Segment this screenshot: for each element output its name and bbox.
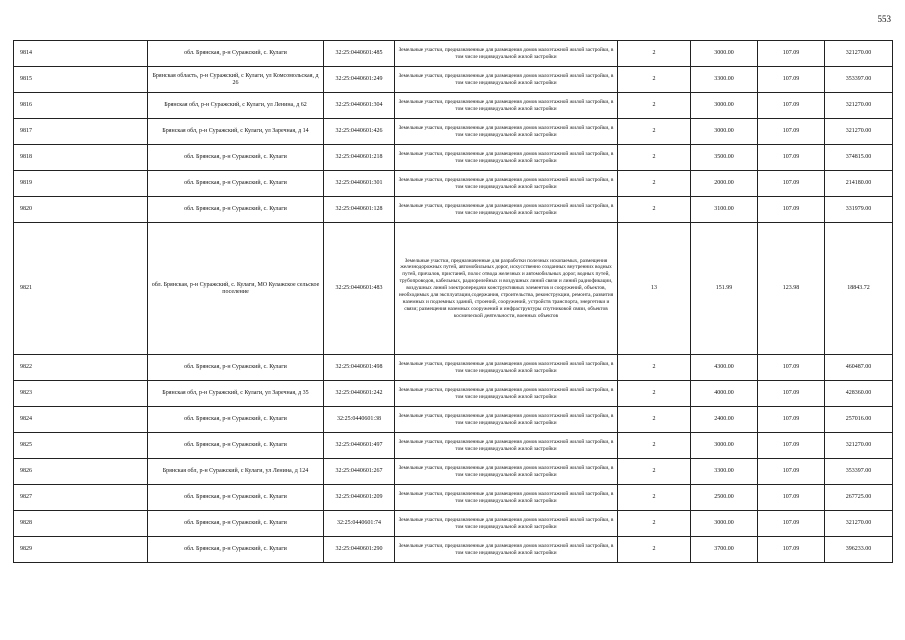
- group-code-cell: 2: [618, 407, 691, 433]
- specific-value-cell: 107.09: [758, 459, 825, 485]
- specific-value-cell: 107.09: [758, 355, 825, 381]
- specific-value-cell: 107.09: [758, 145, 825, 171]
- group-code-cell: 2: [618, 119, 691, 145]
- cadastral-registry-table: [13, 40, 893, 563]
- specific-value-cell: 107.09: [758, 171, 825, 197]
- table-row: [14, 511, 893, 537]
- address-cell: обл. Брянская, р-н Суражский, с. Кулаги: [148, 355, 324, 381]
- table-row: [14, 459, 893, 485]
- row-number-cell: 9817: [14, 119, 148, 145]
- address-cell: обл. Брянская, р-н Суражский, с. Кулаги: [148, 537, 324, 563]
- cadastral-value-cell: 257016.00: [825, 407, 893, 433]
- table-row: [14, 355, 893, 381]
- area-cell: 3000.00: [691, 41, 758, 67]
- specific-value-cell: 107.09: [758, 119, 825, 145]
- area-cell: 4000.00: [691, 381, 758, 407]
- area-cell: 3000.00: [691, 93, 758, 119]
- specific-value-cell: 107.09: [758, 433, 825, 459]
- row-number-cell: 9822: [14, 355, 148, 381]
- area-cell: 3300.00: [691, 67, 758, 93]
- row-number-cell: 9829: [14, 537, 148, 563]
- address-cell: обл. Брянская, р-н Суражский, с. Кулаги: [148, 41, 324, 67]
- address-cell: обл. Брянская, р-н Суражский, с. Кулаги, МО Кулажское сельское поселение: [148, 223, 324, 355]
- cadastral-number-cell: 32:25:0440601:38: [324, 407, 395, 433]
- row-number-cell: 9819: [14, 171, 148, 197]
- address-cell: Брянская обл, р-н Суражский, с Кулаги, ул Заречная, д 35: [148, 381, 324, 407]
- land-use-cell: Земельные участки, предназначенные для размещения домов малоэтажной жилой застройки, в том числе индивидуальной жилой застройки: [395, 459, 618, 485]
- specific-value-cell: 123.98: [758, 223, 825, 355]
- area-cell: 3000.00: [691, 511, 758, 537]
- cadastral-number-cell: 32:25:0440601:426: [324, 119, 395, 145]
- land-use-cell: Земельные участки, предназначенные для размещения домов малоэтажной жилой застройки, в том числе индивидуальной жилой застройки: [395, 171, 618, 197]
- area-cell: 151.99: [691, 223, 758, 355]
- table-row: [14, 407, 893, 433]
- table-row: [14, 145, 893, 171]
- specific-value-cell: 107.09: [758, 381, 825, 407]
- land-use-cell: Земельные участки, предназначенные для размещения домов малоэтажной жилой застройки, в том числе индивидуальной жилой застройки: [395, 433, 618, 459]
- row-number-cell: 9825: [14, 433, 148, 459]
- cadastral-number-cell: 32:25:0440601:74: [324, 511, 395, 537]
- specific-value-cell: 107.09: [758, 41, 825, 67]
- table-row: [14, 171, 893, 197]
- cadastral-number-cell: 32:25:0440601:290: [324, 537, 395, 563]
- cadastral-number-cell: 32:25:0440601:242: [324, 381, 395, 407]
- group-code-cell: 2: [618, 511, 691, 537]
- area-cell: 3500.00: [691, 145, 758, 171]
- land-use-cell: Земельные участки, предназначенные для размещения домов малоэтажной жилой застройки, в том числе индивидуальной жилой застройки: [395, 93, 618, 119]
- row-number-cell: 9821: [14, 223, 148, 355]
- row-number-cell: 9826: [14, 459, 148, 485]
- cadastral-value-cell: 460487.00: [825, 355, 893, 381]
- page-number: 553: [877, 14, 891, 24]
- cadastral-number-cell: 32:25:0440601:485: [324, 41, 395, 67]
- address-cell: обл. Брянская, р-н Суражский, с. Кулаги: [148, 407, 324, 433]
- area-cell: 4300.00: [691, 355, 758, 381]
- row-number-cell: 9818: [14, 145, 148, 171]
- group-code-cell: 2: [618, 355, 691, 381]
- cadastral-value-cell: 321270.00: [825, 433, 893, 459]
- specific-value-cell: 107.09: [758, 537, 825, 563]
- area-cell: 3700.00: [691, 537, 758, 563]
- row-number-cell: 9827: [14, 485, 148, 511]
- cadastral-number-cell: 32:25:0440601:301: [324, 171, 395, 197]
- land-use-cell: Земельные участки, предназначенные для размещения домов малоэтажной жилой застройки, в том числе индивидуальной жилой застройки: [395, 41, 618, 67]
- row-number-cell: 9814: [14, 41, 148, 67]
- group-code-cell: 2: [618, 459, 691, 485]
- address-cell: обл. Брянская, р-н Суражский, с. Кулаги: [148, 511, 324, 537]
- cadastral-value-cell: 18843.72: [825, 223, 893, 355]
- land-use-cell: Земельные участки, предназначенные для размещения домов малоэтажной жилой застройки, в том числе индивидуальной жилой застройки: [395, 355, 618, 381]
- land-use-cell: Земельные участки, предназначенные для размещения домов малоэтажной жилой застройки, в том числе индивидуальной жилой застройки: [395, 67, 618, 93]
- cadastral-value-cell: 396233.00: [825, 537, 893, 563]
- table-row: [14, 119, 893, 145]
- table-row: [14, 485, 893, 511]
- cadastral-value-cell: 321270.00: [825, 93, 893, 119]
- cadastral-value-cell: 353397.00: [825, 459, 893, 485]
- cadastral-number-cell: 32:25:0440601:498: [324, 355, 395, 381]
- cadastral-number-cell: 32:25:0440601:483: [324, 223, 395, 355]
- row-number-cell: 9815: [14, 67, 148, 93]
- specific-value-cell: 107.09: [758, 67, 825, 93]
- specific-value-cell: 107.09: [758, 407, 825, 433]
- land-use-cell: Земельные участки, предназначенные для размещения домов малоэтажной жилой застройки, в том числе индивидуальной жилой застройки: [395, 197, 618, 223]
- table-row: [14, 537, 893, 563]
- address-cell: Брянская область, р-н Суражский, с Кулаги, ул Комсомольская, д 26: [148, 67, 324, 93]
- land-use-cell: Земельные участки, предназначенные для размещения домов малоэтажной жилой застройки, в том числе индивидуальной жилой застройки: [395, 511, 618, 537]
- cadastral-value-cell: 428360.00: [825, 381, 893, 407]
- land-use-cell: Земельные участки, предназначенные для разработки полезных ископаемых, размещения железнодорожных путей, автомобильных дорог, искусственно созданных внутренних водных путей, причалов, пристаней, полос отвода железных и автомобильных дорог, водных путей, трубопроводов, кабельных, радиорелейных и воздушных линий связи и линий радиофикации, воздушных линий электропередачи конструктивных элементов и сооружений, объектов, необходимых для эксплуатации,содержания, строительства, реконструкции, ремонта, развития наземных и подземных зданий, строений, сооружений, устройств транспорта, энергетики и связи; размещения наземных сооружений и инфраструктуры спутниковой связи, объектов космической деятельности, военных объектов: [395, 223, 618, 355]
- table-row: [14, 433, 893, 459]
- table-row: [14, 223, 893, 355]
- group-code-cell: 2: [618, 433, 691, 459]
- address-cell: обл. Брянская, р-н Суражский, с. Кулаги: [148, 197, 324, 223]
- area-cell: 2000.00: [691, 171, 758, 197]
- cadastral-value-cell: 321270.00: [825, 511, 893, 537]
- cadastral-value-cell: 321270.00: [825, 119, 893, 145]
- row-number-cell: 9828: [14, 511, 148, 537]
- address-cell: обл. Брянская, р-н Суражский, с. Кулаги: [148, 145, 324, 171]
- table-row: [14, 41, 893, 67]
- address-cell: обл. Брянская, р-н Суражский, с. Кулаги: [148, 485, 324, 511]
- area-cell: 3000.00: [691, 119, 758, 145]
- cadastral-number-cell: 32:25:0440601:128: [324, 197, 395, 223]
- cadastral-value-cell: 353397.00: [825, 67, 893, 93]
- specific-value-cell: 107.09: [758, 511, 825, 537]
- specific-value-cell: 107.09: [758, 485, 825, 511]
- land-use-cell: Земельные участки, предназначенные для размещения домов малоэтажной жилой застройки, в том числе индивидуальной жилой застройки: [395, 407, 618, 433]
- table-row: [14, 93, 893, 119]
- address-cell: обл. Брянская, р-н Суражский, с. Кулаги: [148, 171, 324, 197]
- group-code-cell: 2: [618, 145, 691, 171]
- cadastral-number-cell: 32:25:0440601:218: [324, 145, 395, 171]
- group-code-cell: 2: [618, 197, 691, 223]
- area-cell: 3300.00: [691, 459, 758, 485]
- row-number-cell: 9820: [14, 197, 148, 223]
- group-code-cell: 2: [618, 537, 691, 563]
- land-use-cell: Земельные участки, предназначенные для размещения домов малоэтажной жилой застройки, в том числе индивидуальной жилой застройки: [395, 537, 618, 563]
- group-code-cell: 2: [618, 41, 691, 67]
- cadastral-number-cell: 32:25:0440601:209: [324, 485, 395, 511]
- land-use-cell: Земельные участки, предназначенные для размещения домов малоэтажной жилой застройки, в том числе индивидуальной жилой застройки: [395, 485, 618, 511]
- group-code-cell: 2: [618, 381, 691, 407]
- group-code-cell: 13: [618, 223, 691, 355]
- group-code-cell: 2: [618, 93, 691, 119]
- address-cell: Брянская обл, р-н Суражский, с Кулаги, ул Ленина, д 62: [148, 93, 324, 119]
- area-cell: 2500.00: [691, 485, 758, 511]
- land-use-cell: Земельные участки, предназначенные для размещения домов малоэтажной жилой застройки, в том числе индивидуальной жилой застройки: [395, 119, 618, 145]
- address-cell: обл. Брянская, р-н Суражский, с. Кулаги: [148, 433, 324, 459]
- row-number-cell: 9816: [14, 93, 148, 119]
- group-code-cell: 2: [618, 485, 691, 511]
- cadastral-value-cell: 321270.00: [825, 41, 893, 67]
- cadastral-value-cell: 214180.00: [825, 171, 893, 197]
- table-row: [14, 197, 893, 223]
- cadastral-number-cell: 32:25:0440601:267: [324, 459, 395, 485]
- land-use-cell: Земельные участки, предназначенные для размещения домов малоэтажной жилой застройки, в том числе индивидуальной жилой застройки: [395, 381, 618, 407]
- area-cell: 3000.00: [691, 433, 758, 459]
- table-row: [14, 67, 893, 93]
- area-cell: 2400.00: [691, 407, 758, 433]
- group-code-cell: 2: [618, 67, 691, 93]
- registry-table-body: [14, 41, 893, 563]
- cadastral-number-cell: 32:25:0440601:249: [324, 67, 395, 93]
- address-cell: Брянская обл, р-н Суражский, с Кулаги, ул Ленина, д 124: [148, 459, 324, 485]
- cadastral-number-cell: 32:25:0440601:304: [324, 93, 395, 119]
- specific-value-cell: 107.09: [758, 197, 825, 223]
- area-cell: 3100.00: [691, 197, 758, 223]
- address-cell: Брянская обл, р-н Суражский, с Кулаги, ул Заречная, д 14: [148, 119, 324, 145]
- land-use-cell: Земельные участки, предназначенные для размещения домов малоэтажной жилой застройки, в том числе индивидуальной жилой застройки: [395, 145, 618, 171]
- cadastral-value-cell: 374815.00: [825, 145, 893, 171]
- specific-value-cell: 107.09: [758, 93, 825, 119]
- group-code-cell: 2: [618, 171, 691, 197]
- table-row: [14, 381, 893, 407]
- row-number-cell: 9824: [14, 407, 148, 433]
- cadastral-value-cell: 267725.00: [825, 485, 893, 511]
- cadastral-value-cell: 331979.00: [825, 197, 893, 223]
- cadastral-number-cell: 32:25:0440601:497: [324, 433, 395, 459]
- row-number-cell: 9823: [14, 381, 148, 407]
